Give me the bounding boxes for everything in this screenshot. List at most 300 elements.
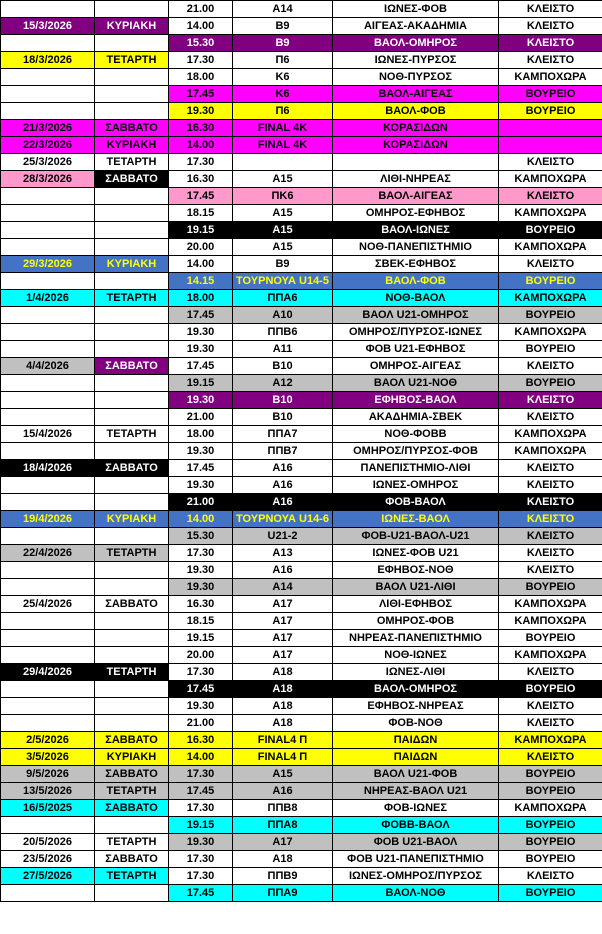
category-cell: ΠΠΒ7: [233, 443, 333, 460]
date-cell: 1/4/2026: [1, 290, 95, 307]
match-cell: [333, 154, 499, 171]
match-cell: ΕΦΗΒΟΣ-ΝΗΡΕΑΣ: [333, 698, 499, 715]
day-cell: ΣΑΒΒΑΤΟ: [95, 766, 169, 783]
venue-cell: ΚΛΕΙΣΤΟ: [499, 477, 602, 494]
time-cell: 17.30: [169, 664, 233, 681]
category-cell: Κ6: [233, 69, 333, 86]
match-cell: ΝΟΘ-ΠΑΝΕΠΙΣΤΗΜΙΟ: [333, 239, 499, 256]
match-cell: ΠΑΙΔΩΝ: [333, 732, 499, 749]
date-cell: [1, 477, 95, 494]
table-row: [1, 18, 602, 35]
date-cell: 9/5/2026: [1, 766, 95, 783]
match-cell: ΣΒΕΚ-ΕΦΗΒΟΣ: [333, 256, 499, 273]
table-row: [1, 205, 602, 222]
date-cell: 22/4/2026: [1, 545, 95, 562]
match-cell: ΦΟΒ U21-ΒΑΟΛ: [333, 834, 499, 851]
match-cell: ΑΚΑΔΗΜΙΑ-ΣΒΕΚ: [333, 409, 499, 426]
venue-cell: ΚΛΕΙΣΤΟ: [499, 392, 602, 409]
day-cell: ΤΕΤΑΡΤΗ: [95, 664, 169, 681]
match-cell: ΙΩΝΕΣ-ΠΥΡΣΟΣ: [333, 52, 499, 69]
match-cell: ΟΜΗΡΟΣ/ΠΥΡΣΟΣ-ΦΟΒ: [333, 443, 499, 460]
table-row: [1, 749, 602, 766]
time-cell: 19.30: [169, 698, 233, 715]
table-row: [1, 426, 602, 443]
time-cell: 17.45: [169, 681, 233, 698]
day-cell: ΤΕΤΑΡΤΗ: [95, 545, 169, 562]
venue-cell: ΒΟΥΡΕΙΟ: [499, 630, 602, 647]
table-row: [1, 69, 602, 86]
date-cell: 29/3/2026: [1, 256, 95, 273]
table-row: [1, 358, 602, 375]
category-cell: Α10: [233, 307, 333, 324]
time-cell: 18.15: [169, 613, 233, 630]
table-row: [1, 120, 602, 137]
match-cell: ΠΑΙΔΩΝ: [333, 749, 499, 766]
match-cell: ΒΑΟΛ U21-ΟΜΗΡΟΣ: [333, 307, 499, 324]
day-cell: [95, 562, 169, 579]
match-cell: ΒΑΟΛ U21-ΦΟΒ: [333, 766, 499, 783]
date-cell: 22/3/2026: [1, 137, 95, 154]
date-cell: [1, 273, 95, 290]
venue-cell: [499, 120, 602, 137]
match-cell: ΒΑΟΛ-ΝΟΘ: [333, 885, 499, 902]
day-cell: [95, 273, 169, 290]
match-cell: ΝΗΡΕΑΣ-ΒΑΟΛ U21: [333, 783, 499, 800]
time-cell: 19.15: [169, 375, 233, 392]
table-row: [1, 834, 602, 851]
date-cell: [1, 103, 95, 120]
time-cell: 17.45: [169, 188, 233, 205]
time-cell: 19.30: [169, 443, 233, 460]
table-row: [1, 392, 602, 409]
time-cell: 19.30: [169, 392, 233, 409]
day-cell: ΚΥΡΙΑΚΗ: [95, 256, 169, 273]
time-cell: 17.45: [169, 86, 233, 103]
time-cell: 19.30: [169, 477, 233, 494]
day-cell: [95, 324, 169, 341]
time-cell: 17.30: [169, 851, 233, 868]
venue-cell: ΚΛΕΙΣΤΟ: [499, 868, 602, 885]
category-cell: Α11: [233, 341, 333, 358]
date-cell: [1, 579, 95, 596]
match-cell: ΛΙΘΙ-ΕΦΗΒΟΣ: [333, 596, 499, 613]
venue-cell: ΚΑΜΠΟΧΩΡΑ: [499, 239, 602, 256]
table-row: [1, 579, 602, 596]
table-row: [1, 256, 602, 273]
table-row: [1, 290, 602, 307]
match-cell: ΟΜΗΡΟΣ-ΦΟΒ: [333, 613, 499, 630]
category-cell: ΠΠΑ7: [233, 426, 333, 443]
date-cell: 3/5/2026: [1, 749, 95, 766]
time-cell: 14.15: [169, 273, 233, 290]
date-cell: 2/5/2026: [1, 732, 95, 749]
venue-cell: ΚΑΜΠΟΧΩΡΑ: [499, 613, 602, 630]
venue-cell: ΚΑΜΠΟΧΩΡΑ: [499, 171, 602, 188]
venue-cell: ΒΟΥΡΕΙΟ: [499, 579, 602, 596]
time-cell: 17.45: [169, 307, 233, 324]
date-cell: 15/4/2026: [1, 426, 95, 443]
match-cell: ΝΟΘ-ΦΟΒΒ: [333, 426, 499, 443]
day-cell: ΣΑΒΒΑΤΟ: [95, 171, 169, 188]
match-cell: ΠΑΝΕΠΙΣΤΗΜΙΟ-ΛΙΘΙ: [333, 460, 499, 477]
date-cell: [1, 409, 95, 426]
category-cell: Α17: [233, 647, 333, 664]
category-cell: Α16: [233, 477, 333, 494]
date-cell: [1, 885, 95, 902]
date-cell: [1, 630, 95, 647]
date-cell: [1, 562, 95, 579]
time-cell: 14.00: [169, 749, 233, 766]
match-cell: ΒΑΟΛ-ΑΙΓΕΑΣ: [333, 188, 499, 205]
match-cell: ΝΟΘ-ΠΥΡΣΟΣ: [333, 69, 499, 86]
table-row: [1, 137, 602, 154]
match-cell: ΒΑΟΛ U21-ΝΟΘ: [333, 375, 499, 392]
table-row: [1, 1, 602, 18]
category-cell: ΠΠΑ8: [233, 817, 333, 834]
category-cell: Π6: [233, 52, 333, 69]
time-cell: 17.30: [169, 545, 233, 562]
venue-cell: ΚΑΜΠΟΧΩΡΑ: [499, 732, 602, 749]
category-cell: Α15: [233, 239, 333, 256]
date-cell: 28/3/2026: [1, 171, 95, 188]
category-cell: FINAL 4K: [233, 137, 333, 154]
time-cell: 19.30: [169, 562, 233, 579]
table-row: [1, 851, 602, 868]
match-cell: ΒΑΟΛ-ΟΜΗΡΟΣ: [333, 681, 499, 698]
time-cell: 18.00: [169, 290, 233, 307]
day-cell: [95, 188, 169, 205]
venue-cell: ΒΟΥΡΕΙΟ: [499, 222, 602, 239]
venue-cell: ΚΛΕΙΣΤΟ: [499, 35, 602, 52]
time-cell: 16.30: [169, 120, 233, 137]
venue-cell: ΚΛΕΙΣΤΟ: [499, 188, 602, 205]
venue-cell: ΚΛΕΙΣΤΟ: [499, 562, 602, 579]
date-cell: 19/4/2026: [1, 511, 95, 528]
day-cell: [95, 205, 169, 222]
table-row: [1, 528, 602, 545]
table-row: [1, 783, 602, 800]
category-cell: Α18: [233, 851, 333, 868]
table-row: [1, 103, 602, 120]
venue-cell: ΚΛΕΙΣΤΟ: [499, 698, 602, 715]
match-cell: ΝΟΘ-ΒΑΟΛ: [333, 290, 499, 307]
venue-cell: ΚΑΜΠΟΧΩΡΑ: [499, 324, 602, 341]
category-cell: ΠΠΒ8: [233, 800, 333, 817]
venue-cell: ΚΛΕΙΣΤΟ: [499, 18, 602, 35]
time-cell: 17.30: [169, 154, 233, 171]
venue-cell: ΒΟΥΡΕΙΟ: [499, 86, 602, 103]
category-cell: ΠΠΑ6: [233, 290, 333, 307]
time-cell: 15.30: [169, 528, 233, 545]
category-cell: FINAL 4K: [233, 120, 333, 137]
day-cell: ΤΕΤΑΡΤΗ: [95, 52, 169, 69]
day-cell: ΚΥΡΙΑΚΗ: [95, 511, 169, 528]
venue-cell: ΚΑΜΠΟΧΩΡΑ: [499, 596, 602, 613]
date-cell: 23/5/2026: [1, 851, 95, 868]
category-cell: ΠΚ6: [233, 188, 333, 205]
table-row: [1, 545, 602, 562]
date-cell: [1, 341, 95, 358]
category-cell: ΠΠΒ6: [233, 324, 333, 341]
time-cell: 14.00: [169, 18, 233, 35]
venue-cell: ΚΑΜΠΟΧΩΡΑ: [499, 443, 602, 460]
time-cell: 19.30: [169, 341, 233, 358]
category-cell: Α12: [233, 375, 333, 392]
time-cell: 18.00: [169, 426, 233, 443]
time-cell: 19.30: [169, 103, 233, 120]
match-cell: ΒΑΟΛ U21-ΛΙΘΙ: [333, 579, 499, 596]
date-cell: 20/5/2026: [1, 834, 95, 851]
time-cell: 14.00: [169, 137, 233, 154]
match-cell: ΦΟΒ-ΙΩΝΕΣ: [333, 800, 499, 817]
table-row: [1, 409, 602, 426]
date-cell: [1, 681, 95, 698]
venue-cell: ΚΛΕΙΣΤΟ: [499, 358, 602, 375]
time-cell: 17.30: [169, 800, 233, 817]
table-row: [1, 715, 602, 732]
venue-cell: ΒΟΥΡΕΙΟ: [499, 103, 602, 120]
day-cell: ΤΕΤΑΡΤΗ: [95, 868, 169, 885]
day-cell: [95, 341, 169, 358]
venue-cell: ΚΛΕΙΣΤΟ: [499, 664, 602, 681]
venue-cell: ΚΑΜΠΟΧΩΡΑ: [499, 800, 602, 817]
time-cell: 17.45: [169, 783, 233, 800]
venue-cell: ΚΑΜΠΟΧΩΡΑ: [499, 69, 602, 86]
category-cell: Β9: [233, 18, 333, 35]
time-cell: 17.45: [169, 460, 233, 477]
venue-cell: ΚΛΕΙΣΤΟ: [499, 749, 602, 766]
day-cell: ΚΥΡΙΑΚΗ: [95, 749, 169, 766]
date-cell: 21/3/2026: [1, 120, 95, 137]
venue-cell: ΚΛΕΙΣΤΟ: [499, 1, 602, 18]
day-cell: [95, 647, 169, 664]
match-cell: ΦΟΒ U21-ΠΑΝΕΠΙΣΤΗΜΙΟ: [333, 851, 499, 868]
time-cell: 17.30: [169, 868, 233, 885]
day-cell: [95, 307, 169, 324]
day-cell: ΤΕΤΑΡΤΗ: [95, 783, 169, 800]
category-cell: ΠΠΑ9: [233, 885, 333, 902]
date-cell: 27/5/2026: [1, 868, 95, 885]
date-cell: [1, 528, 95, 545]
time-cell: 14.00: [169, 256, 233, 273]
match-cell: ΕΦΗΒΟΣ-ΒΑΟΛ: [333, 392, 499, 409]
time-cell: 18.15: [169, 205, 233, 222]
category-cell: ΠΠΒ9: [233, 868, 333, 885]
table-row: [1, 477, 602, 494]
day-cell: [95, 817, 169, 834]
venue-cell: ΚΛΕΙΣΤΟ: [499, 460, 602, 477]
time-cell: 19.30: [169, 834, 233, 851]
day-cell: [95, 86, 169, 103]
date-cell: [1, 613, 95, 630]
table-row: [1, 698, 602, 715]
category-cell: Α16: [233, 460, 333, 477]
day-cell: [95, 613, 169, 630]
day-cell: [95, 494, 169, 511]
category-cell: Β10: [233, 358, 333, 375]
category-cell: Κ6: [233, 86, 333, 103]
day-cell: ΣΑΒΒΑΤΟ: [95, 851, 169, 868]
date-cell: [1, 222, 95, 239]
table-row: [1, 273, 602, 290]
match-cell: ΙΩΝΕΣ-ΟΜΗΡΟΣ/ΠΥΡΣΟΣ: [333, 868, 499, 885]
day-cell: ΤΕΤΑΡΤΗ: [95, 834, 169, 851]
day-cell: [95, 681, 169, 698]
venue-cell: ΚΑΜΠΟΧΩΡΑ: [499, 426, 602, 443]
time-cell: 14.00: [169, 511, 233, 528]
category-cell: Α18: [233, 715, 333, 732]
category-cell: ΤΟΥΡΝΟΥΑ U14-5: [233, 273, 333, 290]
table-row: [1, 868, 602, 885]
day-cell: [95, 392, 169, 409]
day-cell: ΣΑΒΒΑΤΟ: [95, 732, 169, 749]
table-row: [1, 375, 602, 392]
day-cell: [95, 630, 169, 647]
day-cell: [95, 375, 169, 392]
venue-cell: ΒΟΥΡΕΙΟ: [499, 885, 602, 902]
match-cell: ΦΟΒ-ΒΑΟΛ: [333, 494, 499, 511]
category-cell: [233, 154, 333, 171]
date-cell: [1, 1, 95, 18]
venue-cell: ΚΑΜΠΟΧΩΡΑ: [499, 290, 602, 307]
category-cell: Β9: [233, 35, 333, 52]
date-cell: 13/5/2026: [1, 783, 95, 800]
category-cell: A14: [233, 1, 333, 18]
time-cell: 20.00: [169, 647, 233, 664]
category-cell: FINAL4 Π: [233, 732, 333, 749]
table-row: [1, 171, 602, 188]
category-cell: Β10: [233, 392, 333, 409]
table-row: [1, 222, 602, 239]
table-row: [1, 35, 602, 52]
date-cell: [1, 205, 95, 222]
table-row: [1, 630, 602, 647]
day-cell: ΤΕΤΑΡΤΗ: [95, 154, 169, 171]
venue-cell: ΚΛΕΙΣΤΟ: [499, 52, 602, 69]
category-cell: Α13: [233, 545, 333, 562]
date-cell: [1, 698, 95, 715]
day-cell: [95, 715, 169, 732]
match-cell: ΑΙΓΕΑΣ-ΑΚΑΔΗΜΙΑ: [333, 18, 499, 35]
match-cell: ΛΙΘΙ-ΝΗΡΕΑΣ: [333, 171, 499, 188]
date-cell: [1, 392, 95, 409]
table-row: [1, 86, 602, 103]
table-row: [1, 307, 602, 324]
table-row: [1, 613, 602, 630]
venue-cell: ΚΛΕΙΣΤΟ: [499, 409, 602, 426]
time-cell: 15.30: [169, 35, 233, 52]
day-cell: [95, 1, 169, 18]
match-cell: ΒΑΟΛ-ΟΜΗΡΟΣ: [333, 35, 499, 52]
category-cell: Α15: [233, 205, 333, 222]
venue-cell: ΚΛΕΙΣΤΟ: [499, 528, 602, 545]
time-cell: 17.30: [169, 766, 233, 783]
venue-cell: ΒΟΥΡΕΙΟ: [499, 817, 602, 834]
date-cell: 25/4/2026: [1, 596, 95, 613]
table-row: [1, 766, 602, 783]
time-cell: 19.15: [169, 630, 233, 647]
venue-cell: ΚΛΕΙΣΤΟ: [499, 511, 602, 528]
date-cell: 29/4/2026: [1, 664, 95, 681]
match-cell: ΦΟΒ-ΝΟΘ: [333, 715, 499, 732]
date-cell: [1, 817, 95, 834]
date-cell: [1, 69, 95, 86]
category-cell: Α18: [233, 681, 333, 698]
date-cell: 18/3/2026: [1, 52, 95, 69]
day-cell: ΣΑΒΒΑΤΟ: [95, 358, 169, 375]
day-cell: ΤΕΤΑΡΤΗ: [95, 426, 169, 443]
match-cell: ΝΟΘ-ΙΩΝΕΣ: [333, 647, 499, 664]
day-cell: ΣΑΒΒΑΤΟ: [95, 120, 169, 137]
time-cell: 16.30: [169, 171, 233, 188]
table-row: [1, 800, 602, 817]
date-cell: 4/4/2026: [1, 358, 95, 375]
venue-cell: ΒΟΥΡΕΙΟ: [499, 341, 602, 358]
date-cell: [1, 443, 95, 460]
venue-cell: ΒΟΥΡΕΙΟ: [499, 834, 602, 851]
date-cell: 15/3/2026: [1, 18, 95, 35]
match-cell: ΙΩΝΕΣ-ΛΙΘΙ: [333, 664, 499, 681]
category-cell: Α14: [233, 579, 333, 596]
match-cell: ΒΑΟΛ-ΑΙΓΕΑΣ: [333, 86, 499, 103]
table-row: [1, 647, 602, 664]
time-cell: 21.00: [169, 494, 233, 511]
category-cell: Α17: [233, 630, 333, 647]
time-cell: 19.15: [169, 222, 233, 239]
time-cell: 17.45: [169, 885, 233, 902]
category-cell: Α18: [233, 698, 333, 715]
match-cell: ΦΟΒ U21-ΕΦΗΒΟΣ: [333, 341, 499, 358]
table-row: [1, 154, 602, 171]
match-cell: ΒΑΟΛ-ΙΩΝΕΣ: [333, 222, 499, 239]
venue-cell: [499, 137, 602, 154]
match-cell: ΟΜΗΡΟΣ/ΠΥΡΣΟΣ-ΙΩΝΕΣ: [333, 324, 499, 341]
table-row: [1, 341, 602, 358]
date-cell: 25/3/2026: [1, 154, 95, 171]
date-cell: [1, 375, 95, 392]
match-cell: ΕΦΗΒΟΣ-ΝΟΘ: [333, 562, 499, 579]
table-row: [1, 443, 602, 460]
table-row: [1, 885, 602, 902]
time-cell: 19.30: [169, 579, 233, 596]
day-cell: [95, 35, 169, 52]
table-row: [1, 188, 602, 205]
match-cell: ΙΩΝΕΣ-ΦΟΒ: [333, 1, 499, 18]
time-cell: 19.30: [169, 324, 233, 341]
table-row: [1, 664, 602, 681]
date-cell: 18/4/2026: [1, 460, 95, 477]
day-cell: [95, 698, 169, 715]
table-row: [1, 681, 602, 698]
venue-cell: ΒΟΥΡΕΙΟ: [499, 783, 602, 800]
match-cell: ΝΗΡΕΑΣ-ΠΑΝΕΠΙΣΤΗΜΙΟ: [333, 630, 499, 647]
category-cell: Α15: [233, 766, 333, 783]
match-cell: ΙΩΝΕΣ-ΟΜΗΡΟΣ: [333, 477, 499, 494]
date-cell: [1, 35, 95, 52]
category-cell: Α17: [233, 596, 333, 613]
date-cell: [1, 307, 95, 324]
table-row: [1, 732, 602, 749]
table-row: [1, 52, 602, 69]
date-cell: 16/5/2025: [1, 800, 95, 817]
day-cell: ΣΑΒΒΑΤΟ: [95, 800, 169, 817]
venue-cell: ΚΛΕΙΣΤΟ: [499, 154, 602, 171]
date-cell: [1, 647, 95, 664]
day-cell: [95, 69, 169, 86]
time-cell: 21.00: [169, 715, 233, 732]
table-row: [1, 494, 602, 511]
match-cell: ΦΟΒ-U21-ΒΑΟΛ-U21: [333, 528, 499, 545]
